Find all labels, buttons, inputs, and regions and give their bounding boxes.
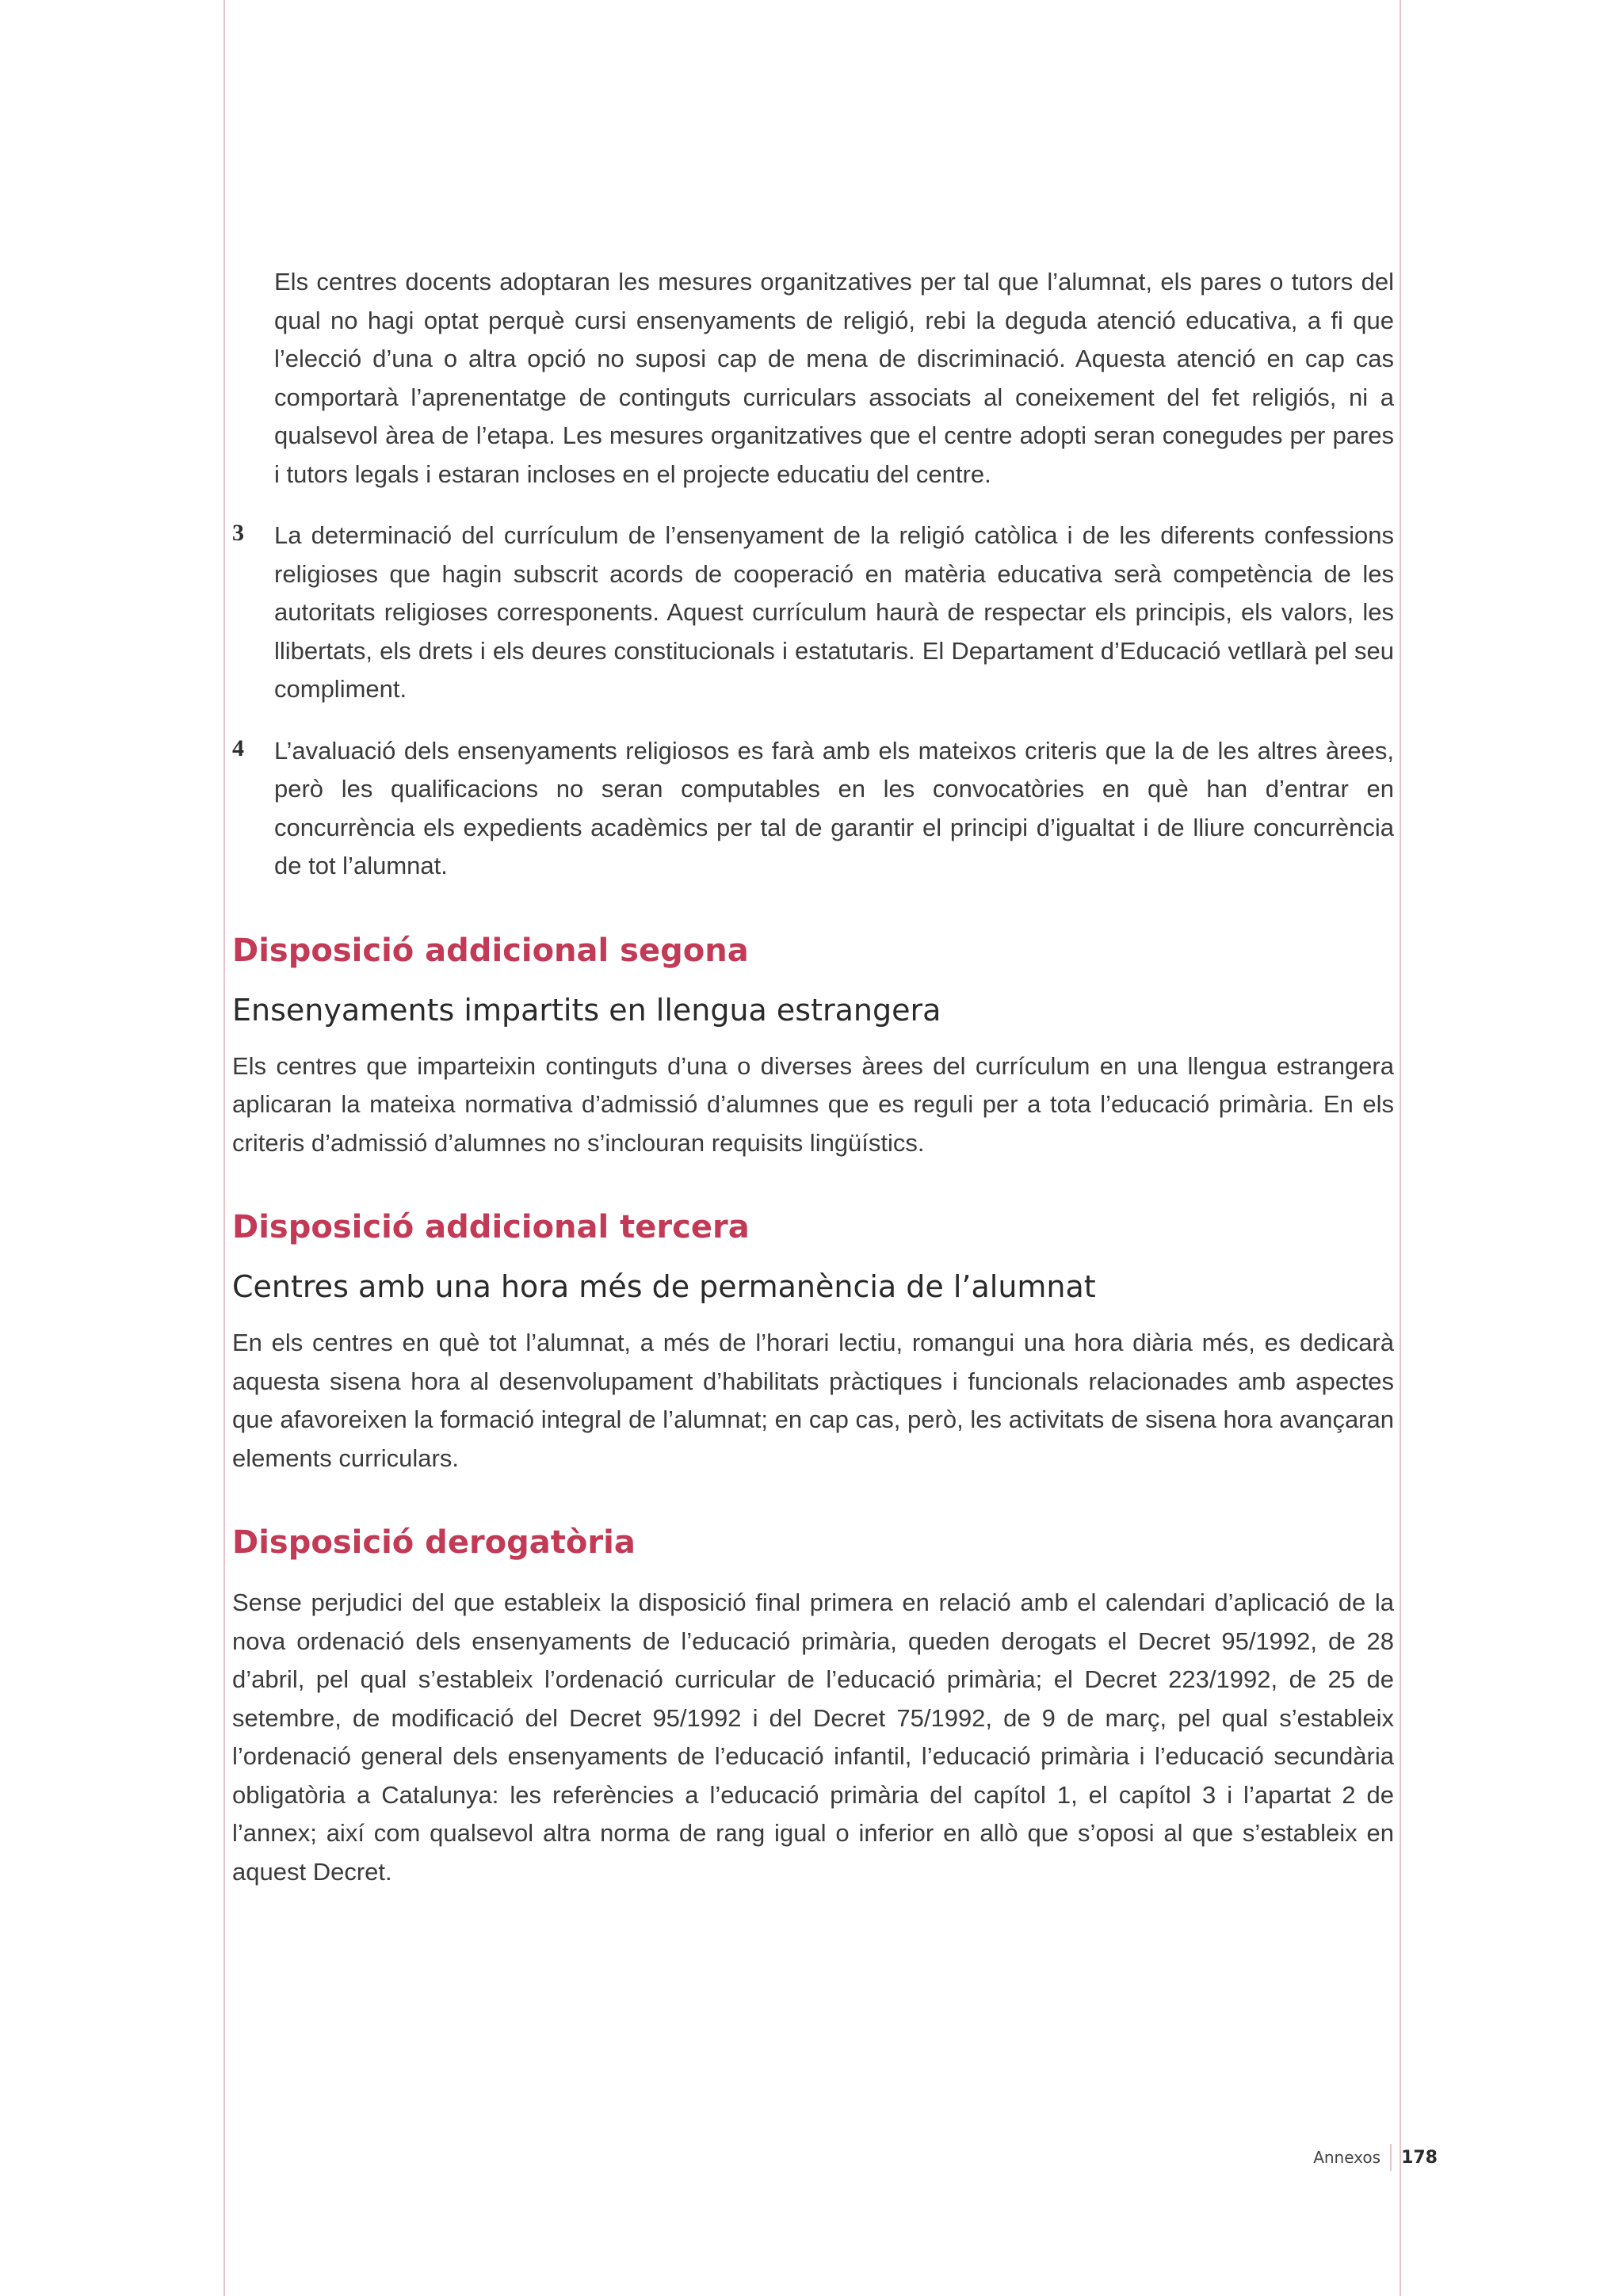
page-content [232,263,1394,1891]
footer-section-label: Annexos [1313,2148,1381,2167]
item-text: L’avaluació dels ensenyaments religiosos es farà amb els mateixos criteris que la de les altres àrees, però les qualificacions no seran computables en les convocatòries en què han d’entrar en concurrència els expedients acadèmics per tal de garantir el principi d’igualtat i de lliure concurrència de tot l’alumnat. [274,736,1394,879]
numbered-item-3 [232,517,1394,709]
section-body-derogatoria: Sense perjudici del que estableix la disposició final primera en relació amb el calendari d’aplicació de la nova ordenació dels ensenyaments de l’educació primària, queden derogats el Decret 95/1992, de 28 d’abril, pel qual s’estableix l’ordenació curricular de l’educació primària; el Decret 223/1992, de 25 de setembre, de modificació del Decret 95/1992 i del Decret 75/1992, de 9 de març, pel qual s’estableix l’ordenació general dels ensenyaments de l’educació infantil, l’educació primària i l’educació secundària obligatòria a Catalunya: les referències a l’educació primària del capítol 1, el capítol 3 i l’apartat 2 de l’annex; així com qualsevol altra norma de rang igual o inferior en allò que s’oposi al que s’estableix en aquest Decret. [232,1589,1394,1886]
section-body-addicional-tercera: En els centres en què tot l’alumnat, a més de l’horari lectiu, romangui una hora diària més, es dedicarà aquesta sisena hora al desenvolupament d’habilitats pràctiques i funcionals relacionades amb aspectes que afavoreixen la formació integral de l’alumnat; en cap cas, però, les activitats de sisena hora avançaran elements curriculars. [232,1329,1394,1472]
section-body-addicional-segona: Els centres que imparteixin continguts d’una o diverses àrees del currículum en una llengua estrangera aplicaran la mateixa normativa d’admissió d’alumnes que es reguli per a tota l’educació primària. En els criteris d’admissió d’alumnes no s’inclouran requisits lingüístics. [232,1051,1394,1157]
section-subtitle-llengua-estrangera: Ensenyaments impartits en llengua estrangera [232,992,941,1028]
page-footer [1268,2144,1506,2171]
intro-paragraph: Els centres docents adoptaran les mesures organitzatives per tal que l’alumnat, els pares o tutors del qual no hagi optat perquè cursi ensenyaments de religió, rebi la deguda atenció educativa, a fi que l’elecció d’una o altra opció no suposi cap de mena de discriminació. Aquesta atenció en cap cas comportarà l’aprenentatge de continguts curriculars associats al coneixement del fet religiós, ni a qualsevol àrea de l’etapa. Les mesures organitzatives que el centre adopti seran conegudes per pares i tutors legals i estaran incloses en el projecte educatiu del centre. [274,268,1394,488]
page-number: 178 [1401,2147,1438,2168]
item-number: 3 [232,520,244,546]
section-title-addicional-segona: Disposició addicional segona [232,932,749,969]
right-margin-rule [1400,0,1401,2296]
numbered-item-4 [232,732,1394,886]
section-title-derogatoria: Disposició derogatòria [232,1524,636,1561]
left-margin-rule [223,0,225,2296]
footer-separator [1390,2144,1392,2171]
section-title-addicional-tercera: Disposició addicional tercera [232,1209,750,1245]
section-subtitle-hora-permanencia: Centres amb una hora més de permanència de l’alumnat [232,1269,1096,1304]
item-text: La determinació del currículum de l’ensenyament de la religió catòlica i de les diferents confessions religioses que hagin subscrit acords de cooperació en matèria educativa serà competència de les autoritats religioses corresponents. Aquest currículum haurà de respectar els principis, els valors, les llibertats, els drets i els deures constitucionals i estatutaris. El Departament d’Educació vetllarà pel seu compliment. [274,521,1394,703]
item-number: 4 [232,734,244,761]
